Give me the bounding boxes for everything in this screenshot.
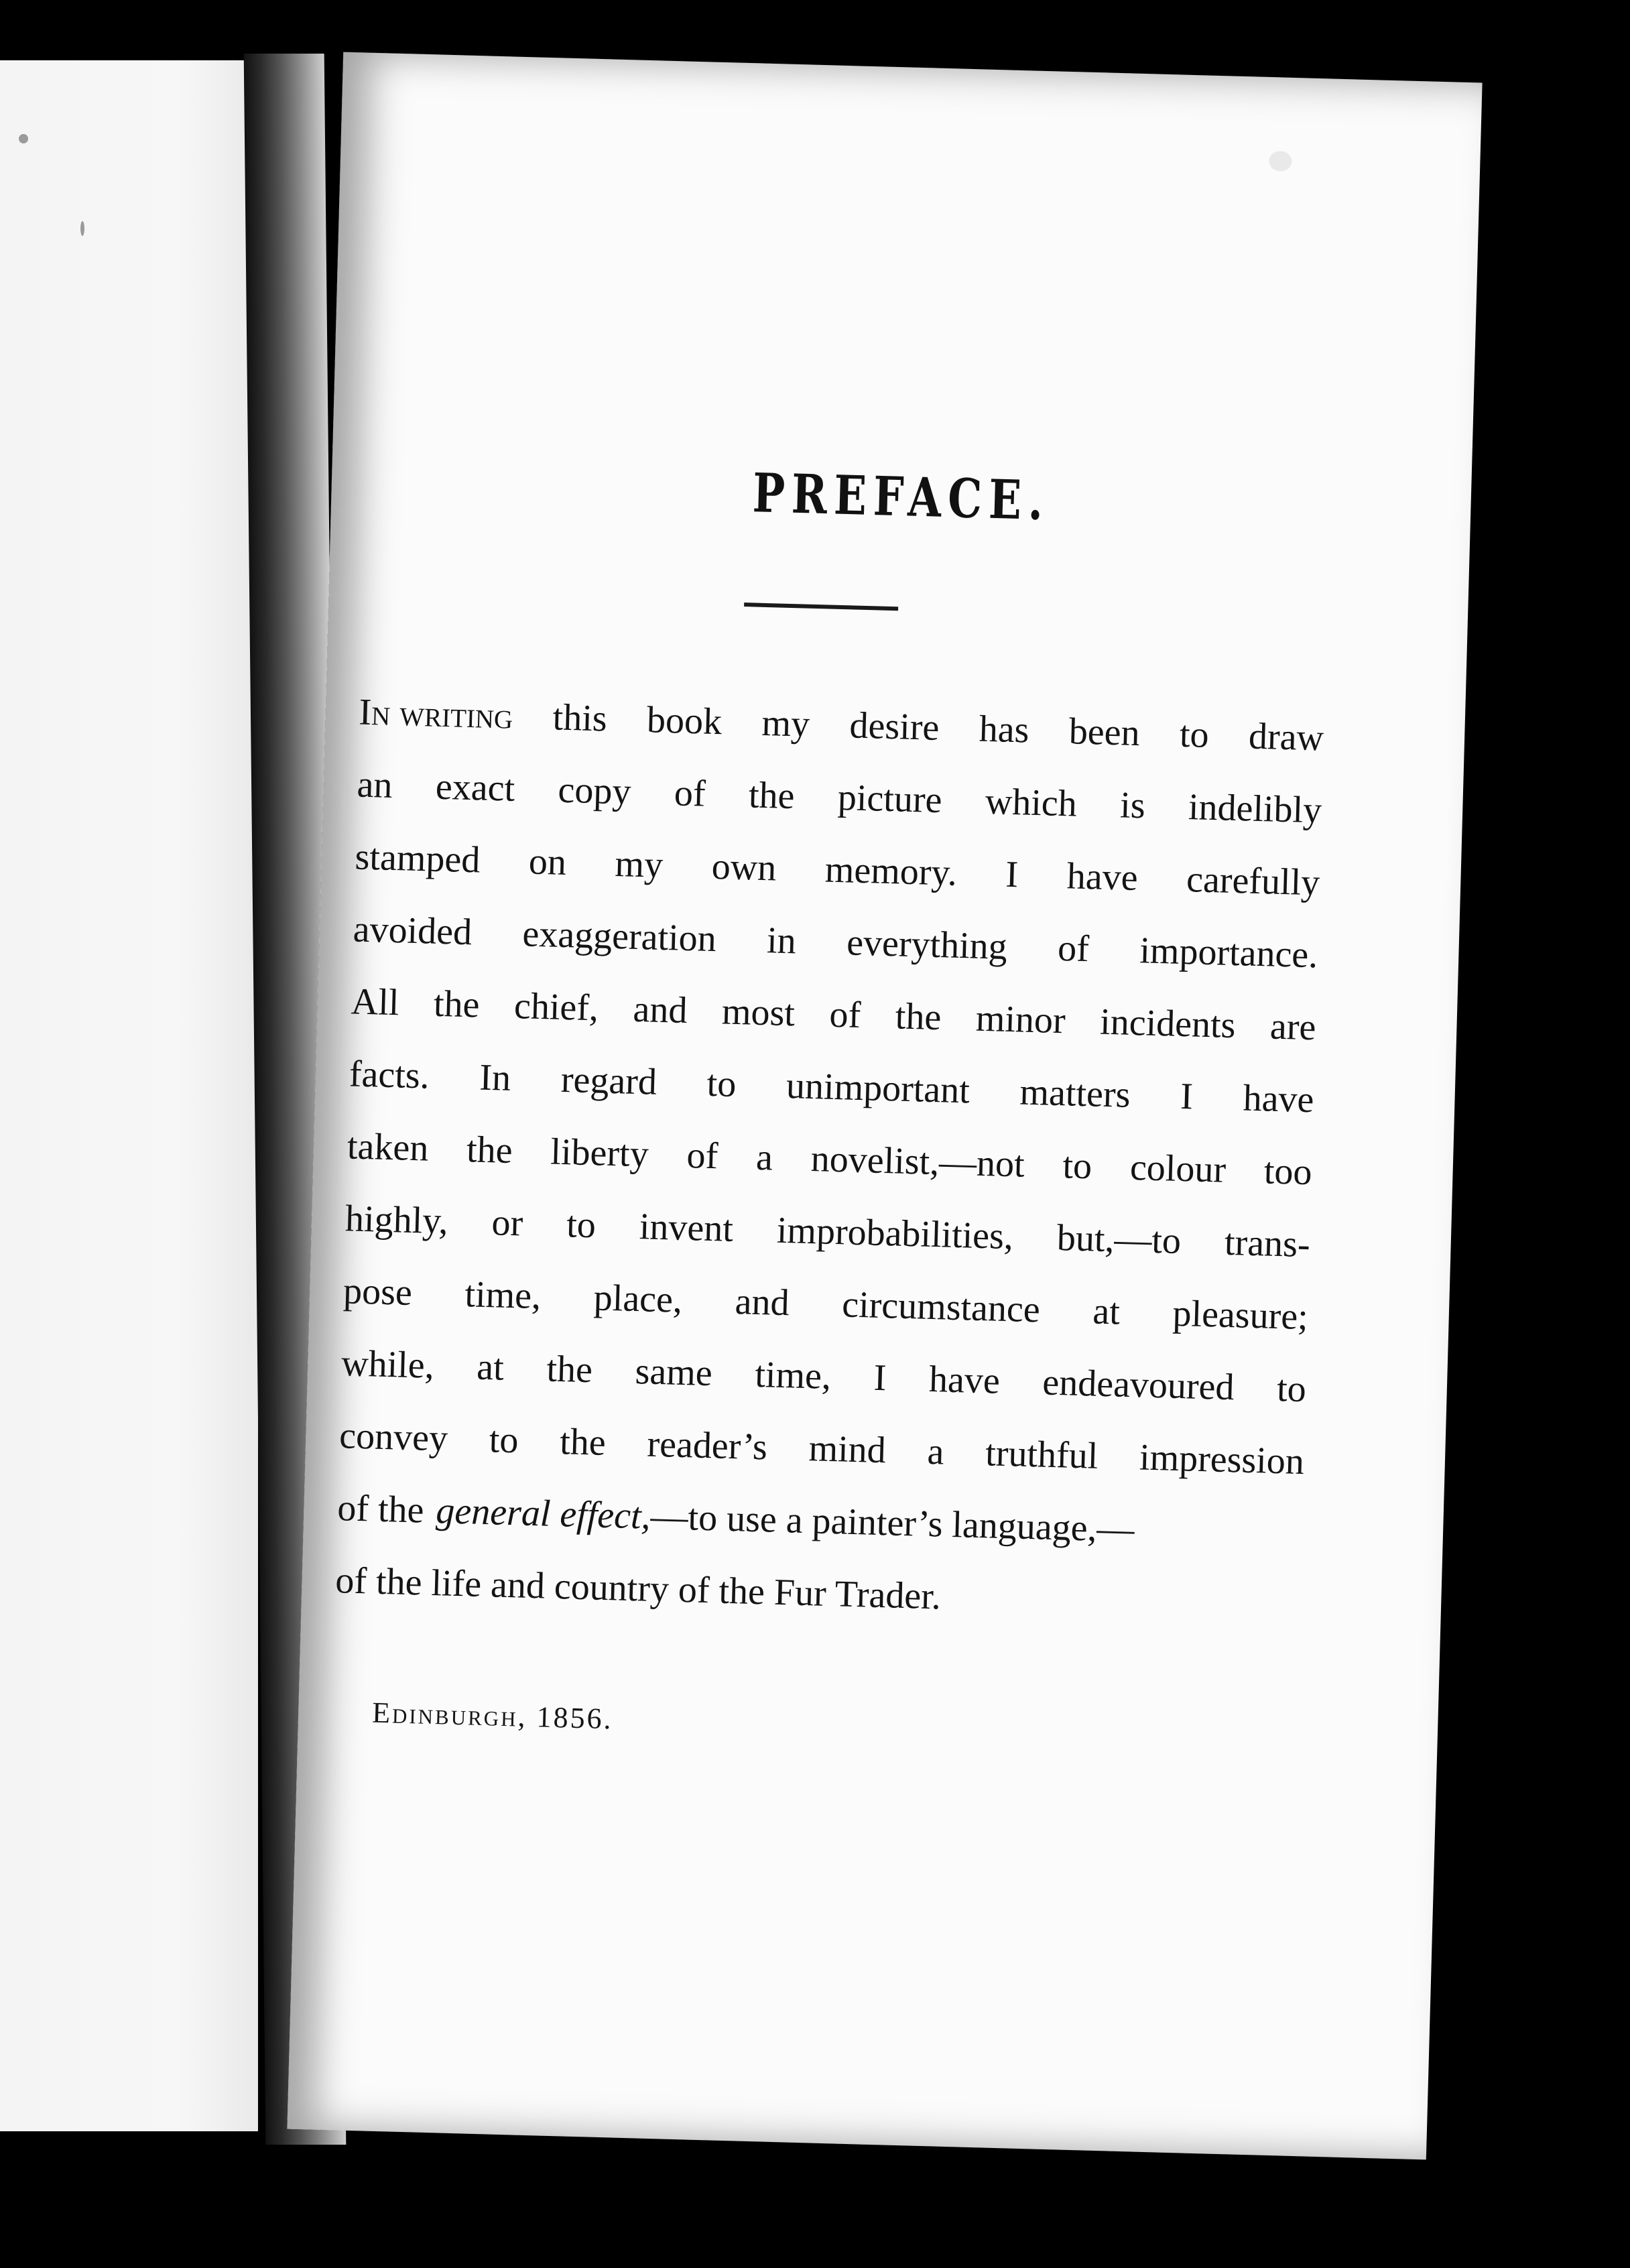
word: to: [706, 1062, 737, 1105]
word: In writing: [358, 691, 514, 737]
word: endeavoured: [1042, 1361, 1235, 1409]
preface-body: [334, 676, 1324, 1643]
word: matters: [1019, 1071, 1131, 1116]
preface-page: [287, 52, 1482, 2160]
word: are: [1269, 1005, 1317, 1049]
word: pleasure;: [1172, 1292, 1309, 1338]
word: on: [528, 840, 567, 884]
word: to: [1276, 1367, 1307, 1411]
word: of: [1057, 927, 1090, 970]
word: improbabilities,: [776, 1209, 1014, 1258]
word: this: [552, 696, 608, 740]
page-content: [287, 52, 1482, 2160]
left-page-edge: [0, 60, 258, 2131]
word: I: [1180, 1075, 1194, 1118]
word: taken: [347, 1125, 430, 1170]
word: unimportant: [786, 1065, 970, 1112]
word: desire: [849, 704, 940, 749]
word: at: [1092, 1290, 1121, 1333]
word: of: [674, 772, 706, 815]
word: invent: [639, 1206, 734, 1250]
word: importance.: [1139, 930, 1319, 976]
italic-phrase: general effect,: [435, 1490, 651, 1537]
word: the: [748, 774, 796, 818]
word: and: [632, 988, 688, 1031]
word: chief,: [513, 985, 599, 1029]
word: and: [734, 1281, 790, 1324]
word: in: [766, 920, 797, 962]
word: a: [926, 1430, 945, 1473]
word: the: [466, 1129, 513, 1172]
word: stamped: [354, 836, 481, 881]
word: or: [491, 1202, 524, 1245]
word: same: [634, 1350, 713, 1395]
word: is: [1119, 784, 1146, 827]
word: reader’s: [646, 1423, 768, 1468]
word: of: [686, 1135, 719, 1178]
word: minor: [975, 997, 1066, 1042]
word: incidents: [1099, 1001, 1237, 1047]
word: an: [356, 763, 393, 806]
word: highly,: [344, 1198, 449, 1243]
word: exaggeration: [521, 913, 717, 960]
word: own: [711, 845, 777, 889]
word: regard: [560, 1058, 657, 1103]
word: have: [928, 1358, 1001, 1402]
word: have: [1066, 855, 1139, 899]
word: too: [1263, 1150, 1313, 1194]
title-rule: [744, 603, 898, 611]
word: the: [546, 1348, 593, 1391]
word: time,: [754, 1353, 832, 1397]
word: the: [433, 983, 481, 1026]
word: circumstance: [841, 1283, 1041, 1331]
word: —to use a painter’s language,—: [649, 1495, 1135, 1551]
word: while,: [340, 1342, 435, 1387]
word: most: [721, 991, 796, 1035]
word: truthful: [985, 1432, 1099, 1477]
word: book: [646, 699, 723, 743]
word: novelist,—not: [810, 1138, 1025, 1186]
word: In: [479, 1056, 511, 1099]
word: which: [985, 780, 1078, 825]
word: liberty: [550, 1131, 649, 1176]
word: of the life and country of the Fur Trader.: [334, 1560, 942, 1618]
word: at: [476, 1346, 505, 1389]
word: but,—to: [1056, 1217, 1182, 1263]
word: to: [1179, 713, 1210, 756]
word: the: [895, 995, 942, 1039]
word: avoided: [353, 908, 473, 954]
word: trans-: [1224, 1221, 1311, 1266]
word: memory.: [824, 848, 958, 894]
word: to: [566, 1204, 597, 1247]
word: to: [489, 1419, 519, 1462]
word: been: [1068, 710, 1141, 755]
word: place,: [593, 1277, 683, 1321]
word: draw: [1248, 715, 1324, 759]
place-date-signature: Edinburgh, 1856.: [371, 1696, 614, 1736]
word: carefully: [1186, 859, 1320, 904]
word: the: [559, 1421, 607, 1464]
word: facts.: [349, 1053, 430, 1097]
word: picture: [837, 776, 943, 822]
word: have: [1242, 1077, 1315, 1121]
word: mind: [808, 1428, 887, 1472]
word: impression: [1139, 1436, 1305, 1483]
word: colour: [1129, 1146, 1227, 1191]
word: pose: [342, 1270, 413, 1314]
page-title: PREFACE.: [751, 462, 1051, 533]
paper-speck: [80, 221, 84, 236]
word: copy: [557, 769, 632, 813]
word: indelibly: [1188, 786, 1322, 832]
word: convey: [338, 1415, 448, 1460]
word: everything: [846, 922, 1008, 968]
word: my: [761, 702, 810, 745]
paper-speck: [19, 134, 28, 143]
word: to: [1062, 1145, 1092, 1188]
word: has: [978, 708, 1030, 751]
word: of the: [336, 1487, 425, 1531]
word: exact: [435, 765, 515, 810]
word: I: [873, 1357, 887, 1399]
word: time,: [464, 1273, 542, 1318]
word: I: [1005, 853, 1019, 896]
word: my: [614, 842, 664, 886]
word: a: [755, 1136, 773, 1179]
word: All: [351, 981, 400, 1024]
word: of: [828, 993, 862, 1036]
